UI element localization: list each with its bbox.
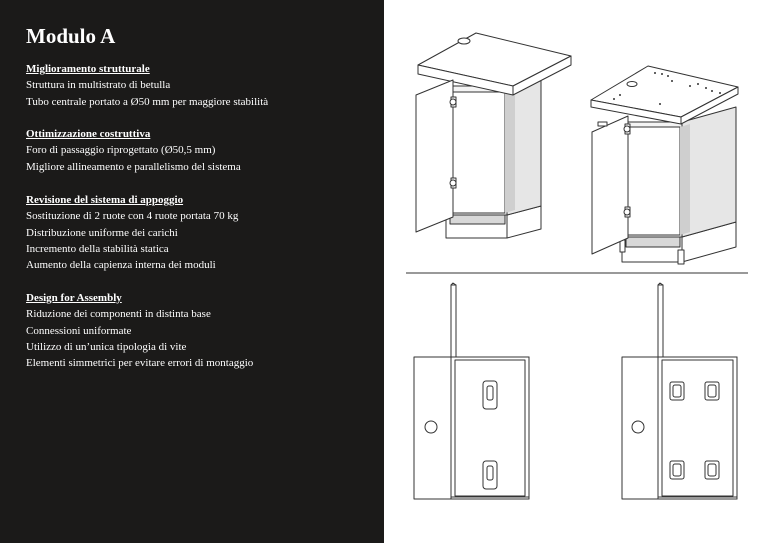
new-module-iso-drawing: [591, 66, 738, 264]
section-heading: Miglioramento strutturale: [26, 63, 150, 75]
section-line: Foro di passaggio riprogettato (Ø50,5 mm): [26, 144, 216, 157]
caster-icon: [670, 382, 684, 400]
section-line: Utilizzo di un’unica tipologia di vite: [26, 340, 187, 353]
caster-icon: [705, 461, 719, 479]
section-line: Incremento della stabilità statica: [26, 242, 169, 255]
new-module-plan-drawing: [622, 283, 737, 499]
caster-icon: [483, 381, 497, 409]
module-title: Modulo A: [26, 24, 116, 48]
section-line: Elementi simmetrici per evitare errori di montaggio: [26, 357, 254, 370]
old-module-iso-drawing: [416, 33, 571, 238]
section-support-system: [26, 192, 376, 273]
section-structural-improvement: [26, 61, 376, 110]
section-line: Aumento della capienza interna dei moduli: [26, 259, 216, 272]
section-line: Distribuzione uniforme dei carichi: [26, 226, 178, 239]
section-line: Connessioni uniformate: [26, 324, 132, 337]
section-heading: Design for Assembly: [26, 292, 122, 304]
section-heading: Ottimizzazione costruttiva: [26, 128, 151, 140]
section-heading: Revisione del sistema di appoggio: [26, 194, 184, 206]
section-line: Sostituzione di 2 ruote con 4 ruote portata 70 kg: [26, 210, 239, 223]
technical-drawings: [384, 0, 768, 543]
section-line: Migliore allineamento e parallelismo del sistema: [26, 160, 241, 173]
caster-icon: [483, 461, 497, 489]
section-line: Riduzione dei componenti in distinta base: [26, 308, 211, 321]
drawings-panel: [384, 0, 768, 543]
section-line: Tubo centrale portato a Ø50 mm per maggiore stabilità: [26, 95, 269, 108]
caster-icon: [670, 461, 684, 479]
section-design-for-assembly: [26, 290, 376, 371]
old-module-plan-drawing: [414, 283, 529, 499]
section-construction-optimization: [26, 126, 376, 175]
section-line: Struttura in multistrato di betulla: [26, 79, 171, 92]
caster-icon: [705, 382, 719, 400]
